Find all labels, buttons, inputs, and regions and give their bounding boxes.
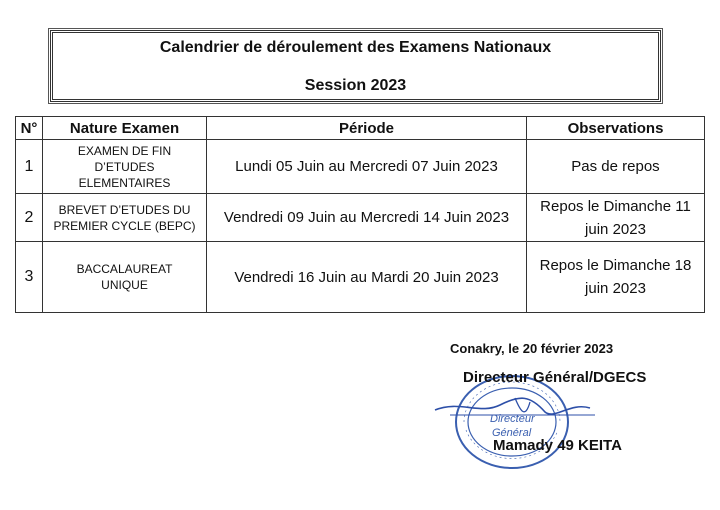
exam-period: Lundi 05 Juin au Mercredi 07 Juin 2023	[207, 140, 527, 194]
row-number: 1	[16, 140, 43, 194]
observation-line: Repos le Dimanche 11	[540, 197, 691, 215]
exam-nature	[43, 242, 207, 313]
table-row	[16, 242, 705, 313]
exam-period: Vendredi 09 Juin au Mercredi 14 Juin 2023	[207, 194, 527, 242]
column-header-number: N°	[16, 117, 43, 140]
stamp-line: Directeur	[490, 413, 535, 425]
row-number: 2	[16, 194, 43, 242]
exam-nature-line: PREMIER CYCLE (BEPC)	[53, 218, 196, 233]
place-and-date: Conakry, le 20 février 2023	[450, 341, 614, 356]
stamp-line: Général	[492, 427, 532, 439]
exam-nature-line: D’ETUDES	[94, 159, 155, 174]
observation-line: juin 2023	[585, 280, 646, 297]
session-label: Session 2023	[304, 77, 407, 94]
observation-line: Repos le Dimanche 18	[539, 257, 692, 274]
exam-nature-line: BREVET D’ETUDES DU	[58, 202, 191, 217]
exam-nature-line: BACCALAUREAT	[76, 262, 173, 276]
exam-observation	[527, 140, 705, 194]
table-header-row	[16, 117, 705, 140]
exam-schedule-table	[15, 116, 705, 313]
exam-observation	[527, 194, 705, 242]
column-header-nature: Nature Examen	[43, 117, 207, 140]
exam-period: Vendredi 16 Juin au Mardi 20 Juin 2023	[207, 242, 527, 313]
exam-nature-line: ELEMENTAIRES	[78, 175, 171, 190]
exam-nature	[43, 194, 207, 242]
table-row	[16, 140, 705, 194]
observation-line: juin 2023	[585, 220, 646, 238]
observation-line: Pas de repos	[571, 158, 660, 175]
exam-observation	[527, 242, 705, 313]
table-row	[16, 194, 705, 242]
signatory-title: Directeur Général/DGECS	[463, 369, 647, 386]
exam-nature	[43, 140, 207, 194]
row-number: 3	[16, 242, 43, 313]
exam-nature-line: EXAMEN DE FIN	[77, 143, 172, 158]
signatory-name: Mamady 49 KEITA	[493, 437, 622, 454]
column-header-observations: Observations	[527, 117, 705, 140]
title-box	[50, 30, 661, 102]
column-header-period: Période	[207, 117, 527, 140]
handwritten-signature	[430, 390, 600, 430]
exam-nature-line: UNIQUE	[101, 278, 148, 292]
document-title: Calendrier de déroulement des Examens Nationaux	[159, 39, 552, 56]
